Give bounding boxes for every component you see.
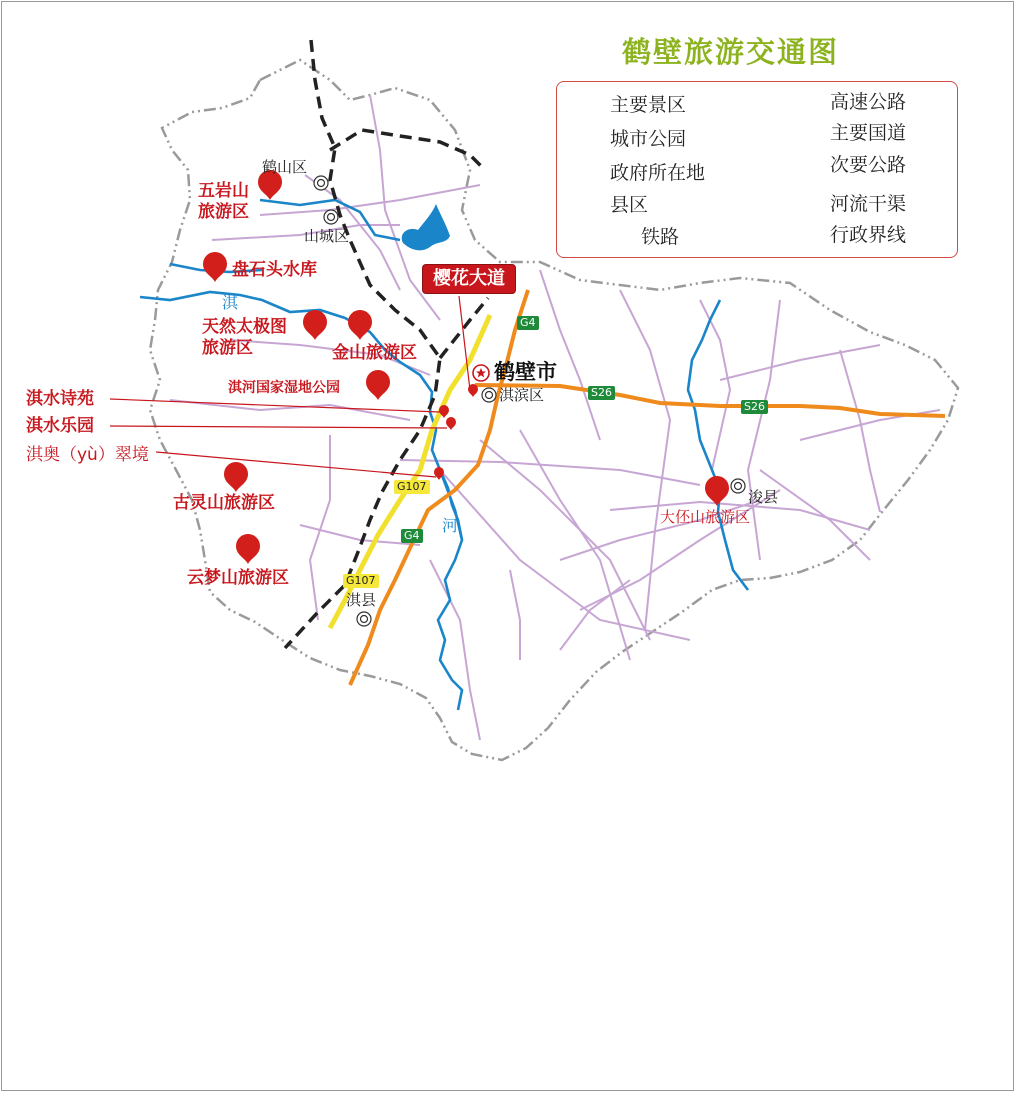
place-qixian: 淇县 — [346, 591, 377, 609]
double-circle-icon — [324, 210, 338, 224]
place-hebi-city: 鹤壁市 — [494, 360, 557, 384]
map-pin-icon[interactable] — [366, 370, 390, 400]
road-badge-s26: S26 — [588, 386, 615, 400]
small-pin-icon[interactable] — [446, 417, 456, 430]
road-badge-g107: G107 — [394, 480, 430, 494]
scenic-yunmengshan[interactable]: 云梦山旅游区 — [187, 568, 289, 588]
legend-scenic-area: 主要景区 — [610, 94, 687, 116]
legend-county: 县区 — [610, 194, 649, 216]
legend-secondary-road: 次要公路 — [830, 154, 907, 176]
double-circle-icon — [482, 388, 496, 402]
legend-city-park: 城市公园 — [610, 128, 687, 150]
legend-river: 河流干渠 — [830, 193, 907, 215]
map-pin-icon[interactable] — [236, 534, 260, 564]
legend-expressway: 高速公路 — [830, 91, 907, 113]
double-circle-icon — [357, 612, 371, 626]
place-shancheng: 山城区 — [304, 227, 350, 245]
legend-railway: 铁路 — [641, 226, 680, 248]
scenic-wuyanshan-line1[interactable]: 五岩山 — [198, 181, 249, 201]
river-label-he: 河 — [442, 516, 459, 535]
scenic-wetland[interactable]: 淇河国家湿地公园 — [228, 380, 340, 396]
legend-admin-boundary: 行政界线 — [830, 224, 907, 246]
scenic-qishui-leyuan[interactable]: 淇水乐园 — [26, 416, 94, 436]
map-pin-icon[interactable] — [303, 310, 327, 340]
star-circle-icon — [473, 365, 489, 381]
river-label-qi: 淇 — [222, 293, 239, 312]
road-badge-s26: S26 — [741, 400, 768, 414]
road-badge-g4: G4 — [517, 316, 539, 330]
place-qibin: 淇滨区 — [499, 386, 545, 404]
map-pin-icon[interactable] — [224, 462, 248, 492]
place-heshan: 鹤山区 — [262, 158, 308, 176]
scenic-dapishan[interactable]: 大伾山旅游区 — [660, 508, 751, 526]
small-pin-icon[interactable] — [468, 384, 478, 397]
road-badge-g107: G107 — [343, 574, 379, 588]
scenic-qishui-shiyuan[interactable]: 淇水诗苑 — [26, 389, 94, 409]
scenic-gulingshan[interactable]: 古灵山旅游区 — [173, 493, 275, 513]
double-circle-icon — [314, 176, 328, 190]
scenic-wuyanshan-line2[interactable]: 旅游区 — [198, 202, 249, 222]
map-pin-icon[interactable] — [203, 252, 227, 282]
place-xunxian: 浚县 — [748, 488, 779, 506]
scenic-panshitou[interactable]: 盘石头水库 — [232, 260, 317, 280]
scenic-tairan-line1[interactable]: 天然太极图 — [202, 317, 287, 337]
map-pin-icon[interactable] — [348, 310, 372, 340]
sakura-avenue-callout[interactable]: 樱花大道 — [422, 264, 516, 294]
reservoir — [402, 204, 450, 250]
scenic-tairan-line2[interactable]: 旅游区 — [202, 338, 253, 358]
double-circle-icon — [731, 479, 745, 493]
scenic-jinshan[interactable]: 金山旅游区 — [332, 343, 417, 363]
map-pin-icon[interactable] — [705, 476, 729, 506]
legend-gov-seat: 政府所在地 — [610, 162, 706, 184]
legend-national-road: 主要国道 — [830, 122, 907, 144]
road-badge-g4: G4 — [401, 529, 423, 543]
map-title: 鹤壁旅游交通图 — [622, 35, 840, 69]
scenic-qiao-cuijing[interactable]: 淇奥（yù）翠境 — [26, 445, 149, 465]
